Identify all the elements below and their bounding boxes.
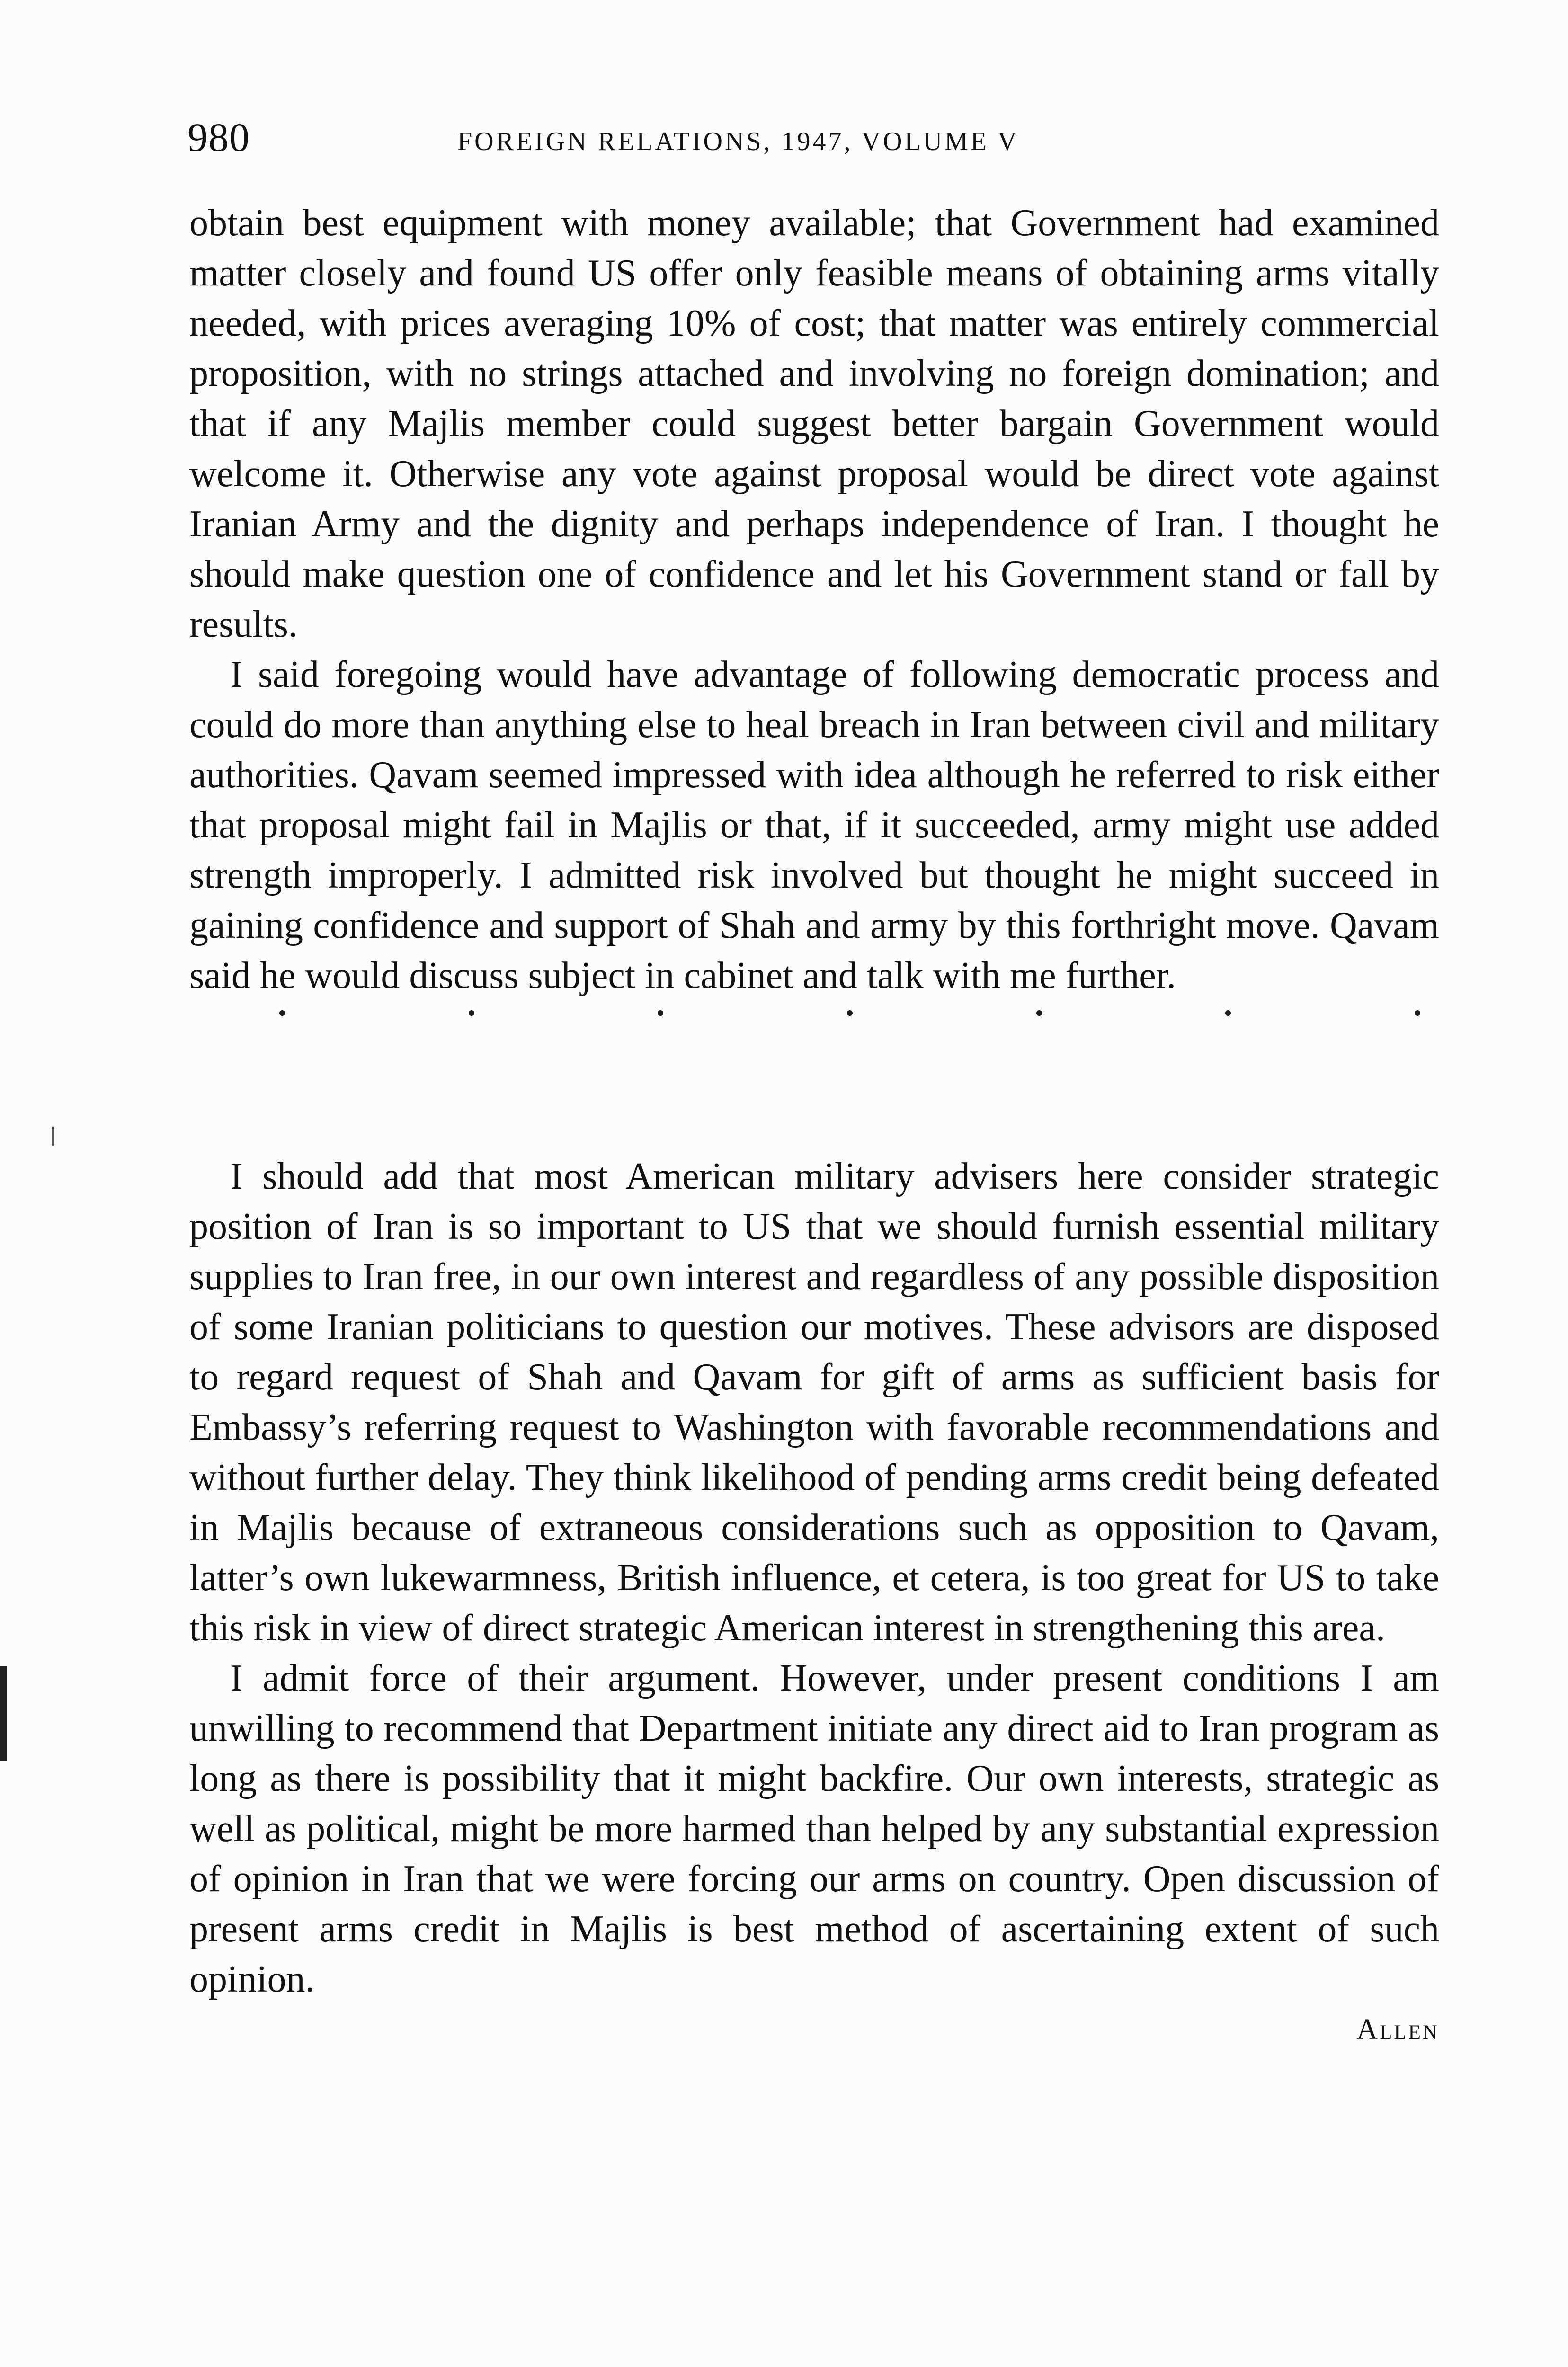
running-head: FOREIGN RELATIONS, 1947, VOLUME V (457, 127, 1019, 156)
paragraph: I should add that most American military advisers here consider strategic position of Iran is so important to US that we should furnish essential military supplies to Iran free, in our own interest and regardless of any possible disposition of some Iranian politicians to question our motives. These advisors are disposed to regard request of Shah and Qavam for gift of arms as sufficient basis for Embassy’s referring request to Washington with favorable recommendations and without further delay. They think likelihood of pending arms credit being defeated in Majlis because of extraneous considerations such as opposition to Qavam, latter’s own lukewarmness, British influence, et cetera, is too great for US to take this risk in view of direct strategic American interest in strengthening this area. (189, 1156, 1439, 1649)
paragraph: I said foregoing would have advantage of following democratic process and could do more than anything else to heal breach in Iran between civil and military authorities. Qavam seemed impressed with idea although he referred to risk either that proposal might fail in Majlis or that, if it succeeded, army might use added strength improperly. I admitted risk involved but thought he might succeed in gaining confidence and support of Shah and army by this forthright move. Qavam said he would discuss subject in cabinet and talk with me further. (189, 654, 1439, 997)
page-header (187, 114, 1437, 166)
omission-ellipsis (189, 1001, 1439, 1051)
ellipsis-dot (658, 1010, 663, 1016)
margin-scan-mark (0, 1666, 7, 1761)
ellipsis-dot (1225, 1010, 1231, 1016)
signature: Allen (1356, 2013, 1439, 2046)
ellipsis-dot (469, 1010, 474, 1016)
ellipsis-dot (279, 1010, 285, 1016)
margin-scan-mark (52, 1127, 54, 1146)
paragraph: I admit force of their argument. However, under present conditions I am unwilling to recommend that Department initiate any direct aid to Iran program as long as there is possibility that it might backfire. Our own interests, strategic as well as political, might be more harmed than helped by any substantial expression of opinion in Iran that we were forcing our arms on country. Open discussion of present arms credit in Majlis is best method of ascertaining extent of such opinion. (189, 1657, 1439, 2000)
ellipsis-dot (1415, 1010, 1420, 1016)
ellipsis-dot (847, 1010, 853, 1016)
page-number: 980 (187, 115, 250, 160)
body-text (189, 198, 1439, 2051)
ellipsis-dot (1036, 1010, 1042, 1016)
paragraph-continued: obtain best equipment with money available; that Government had examined matter closely and found US offer only feasible means of obtaining arms vitally needed, with prices averaging 10% of cost; that matter was entirely commercial proposition, with no strings attached and involving no foreign domination; and that if any Majlis member could suggest better bargain Government would welcome it. Otherwise any vote against proposal would be direct vote against Iranian Army and the dignity and perhaps independence of Iran. I thought he should make question one of confidence and let his Government stand or fall by results. (189, 202, 1439, 645)
